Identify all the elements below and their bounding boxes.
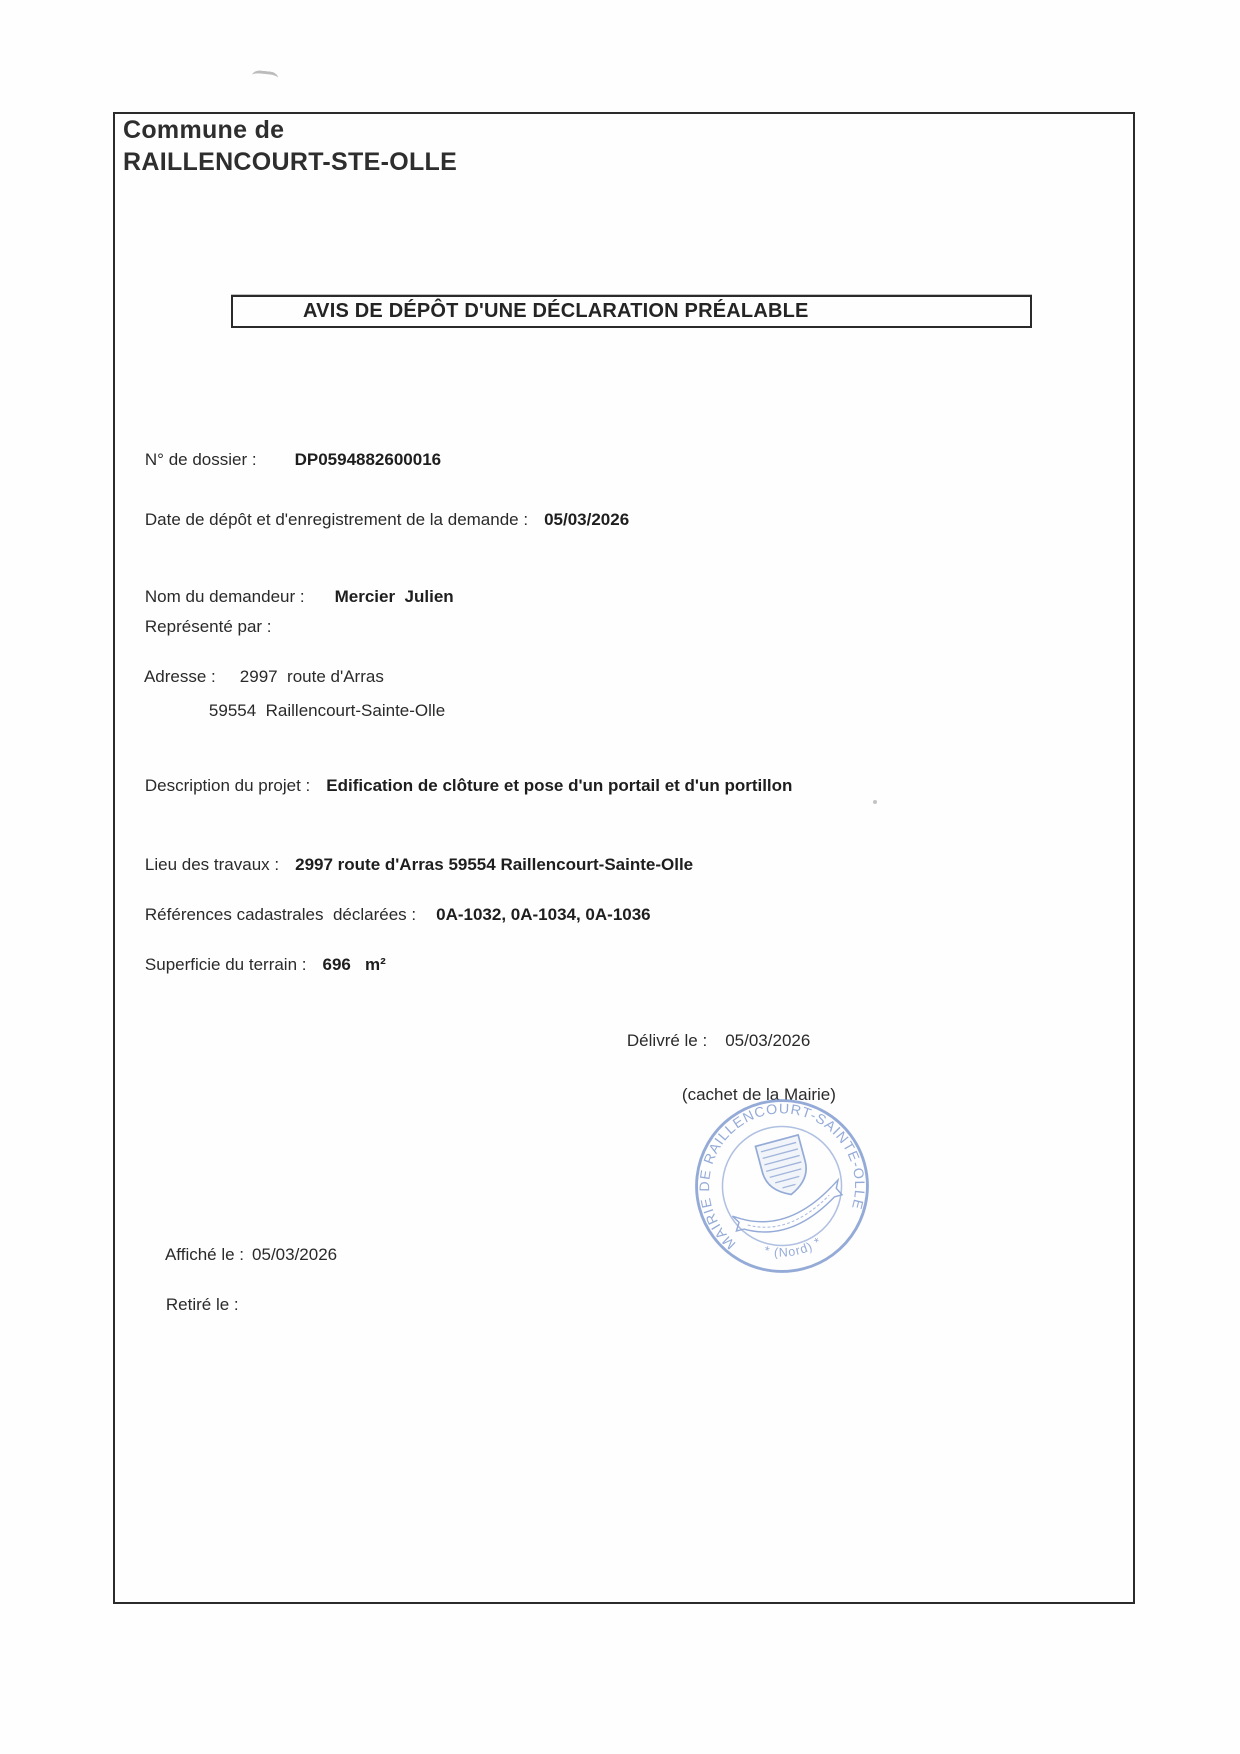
removed-date-label: Retiré le : xyxy=(165,1295,239,1314)
scan-artifact xyxy=(251,70,278,84)
cadastral-references-value: 0A-1032, 0A-1034, 0A-1036 xyxy=(436,905,651,924)
work-location-label: Lieu des travaux : xyxy=(144,855,280,874)
represented-by-label: Représenté par : xyxy=(144,617,272,636)
land-area-label: Superficie du terrain : xyxy=(144,955,307,974)
stamp-bottom-text: * (Nord) * xyxy=(762,1234,825,1260)
applicant-name-value: Mercier Julien xyxy=(334,587,454,606)
removed-date-row xyxy=(147,1273,239,1336)
land-area-row xyxy=(126,933,386,996)
notice-title: AVIS DE DÉPÔT D'UNE DÉCLARATION PRÉALABLE xyxy=(303,300,809,322)
address-city-row xyxy=(190,679,445,742)
address-street: 2997 route d'Arras xyxy=(239,667,384,686)
address-city: 59554 Raillencourt-Sainte-Olle xyxy=(208,701,446,720)
project-description-label: Description du projet : xyxy=(144,776,311,795)
dossier-number-label: N° de dossier : xyxy=(144,450,257,469)
commune-name-line2: RAILLENCOURT-STE-OLLE xyxy=(123,148,458,176)
stamp-shield xyxy=(755,1135,812,1200)
deposit-date-row xyxy=(126,488,629,551)
land-area-value: 696 m² xyxy=(322,955,386,974)
applicant-name-label: Nom du demandeur : xyxy=(144,587,305,606)
project-description-value: Edification de clôture et pose d'un portail et d'un portillon xyxy=(326,776,793,795)
posted-date-value: 05/03/2026 xyxy=(252,1245,338,1264)
stamp-ring-text: MAIRIE DE RAILLENCOURT-SAINTE-OLLE xyxy=(696,1100,869,1253)
issued-date-label: Délivré le : xyxy=(626,1031,708,1050)
work-location-value: 2997 route d'Arras 59554 Raillencourt-Sainte-Olle xyxy=(295,855,694,874)
commune-name-line1: Commune de xyxy=(123,116,285,144)
cadastral-references-label: Références cadastrales déclarées : xyxy=(144,905,417,924)
dossier-number-row xyxy=(126,428,441,491)
posted-date-label: Affiché le : xyxy=(164,1245,245,1264)
deposit-date-label: Date de dépôt et d'enregistrement de la demande : xyxy=(144,510,529,529)
project-description-row xyxy=(126,754,792,817)
dossier-number-value: DP0594882600016 xyxy=(294,450,442,469)
address-label: Adresse : xyxy=(143,667,216,686)
commune-header xyxy=(123,114,457,178)
stamp-note: (cachet de la Mairie) xyxy=(681,1085,836,1104)
notice-title-box xyxy=(231,295,1032,328)
deposit-date-value: 05/03/2026 xyxy=(544,510,630,529)
issued-date-value: 05/03/2026 xyxy=(725,1031,811,1050)
